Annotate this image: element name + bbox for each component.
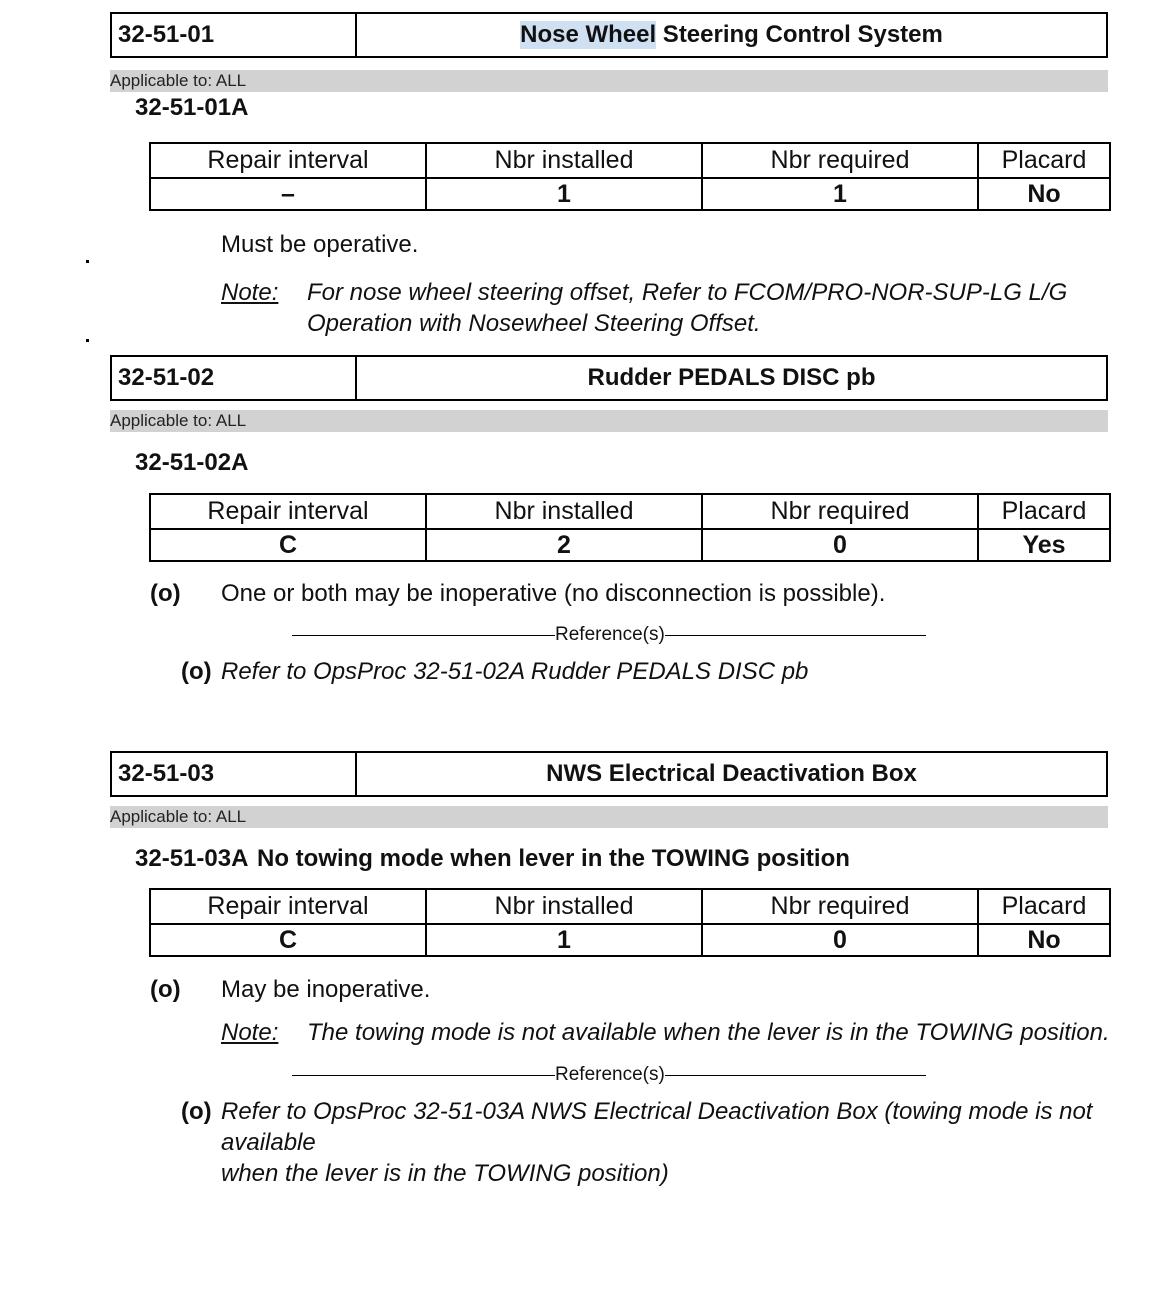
applicability-bar: Applicable to: ALL (110, 70, 1108, 92)
ref-flag: (o) (181, 1098, 212, 1125)
col-header-placard: Placard (978, 143, 1110, 178)
cell-placard: Yes (978, 529, 1110, 561)
col-header-repair-interval: Repair interval (150, 494, 426, 529)
item-number: 32-51-03 (112, 753, 357, 795)
references-divider (292, 624, 926, 644)
sub-item-id: 32-51-03A (135, 845, 249, 872)
ops-flag: (o) (150, 580, 181, 607)
note-text (307, 277, 1067, 339)
note-label: Note: (221, 1019, 279, 1046)
rule-right (662, 635, 926, 636)
cell-nbr-required: 0 (702, 529, 978, 561)
cell-placard: No (978, 924, 1110, 956)
col-header-nbr-installed: Nbr installed (426, 494, 702, 529)
col-header-nbr-required: Nbr required (702, 889, 978, 924)
col-header-placard: Placard (978, 889, 1110, 924)
mel-table (149, 142, 1111, 211)
note-text: The towing mode is not available when the lever is in the TOWING position. (307, 1019, 1110, 1046)
cell-nbr-installed: 2 (426, 529, 702, 561)
remark-text: One or both may be inoperative (no disconnection is possible). (221, 580, 886, 607)
item-title-rest: Steering Control System (656, 21, 943, 48)
reference-link[interactable]: Refer to OpsProc 32-51-02A Rudder PEDALS DISC pb (221, 658, 809, 685)
mel-table (149, 493, 1111, 562)
ops-flag: (o) (150, 976, 181, 1003)
col-header-repair-interval: Repair interval (150, 143, 426, 178)
applicability-bar: Applicable to: ALL (110, 806, 1108, 828)
col-header-nbr-installed: Nbr installed (426, 143, 702, 178)
item-header-32-51-03 (110, 751, 1108, 797)
reference-link[interactable] (221, 1096, 1121, 1189)
mel-table (149, 888, 1111, 957)
rule-left (292, 1075, 555, 1076)
reference-line-2: when the lever is in the TOWING position) (221, 1160, 669, 1187)
cell-nbr-installed: 1 (426, 924, 702, 956)
remark-text: Must be operative. (221, 231, 419, 258)
cell-placard: No (978, 178, 1110, 210)
sub-item-title: No towing mode when lever in the TOWING position (257, 845, 850, 872)
item-header-32-51-01 (110, 12, 1108, 58)
item-title: NWS Electrical Deactivation Box (546, 760, 917, 787)
col-header-nbr-required: Nbr required (702, 143, 978, 178)
remark-text: May be inoperative. (221, 976, 431, 1003)
col-header-nbr-required: Nbr required (702, 494, 978, 529)
references-label: Reference(s) (555, 624, 665, 645)
note-line-2: Operation with Nosewheel Steering Offset. (307, 310, 761, 337)
ref-flag: (o) (181, 658, 212, 685)
reference-line-1: Refer to OpsProc 32-51-03A NWS Electrical Deactivation Box (towing mode is not available (221, 1098, 1093, 1156)
col-header-placard: Placard (978, 494, 1110, 529)
item-title (357, 14, 1106, 56)
note-label: Note: (221, 279, 279, 306)
selected-text-highlight[interactable]: Nose Wheel (520, 21, 657, 48)
cell-nbr-required: 0 (702, 924, 978, 956)
col-header-repair-interval: Repair interval (150, 889, 426, 924)
applicability-bar: Applicable to: ALL (110, 410, 1108, 432)
margin-mark (86, 339, 89, 342)
note-line-1: For nose wheel steering offset, Refer to FCOM/PRO-NOR-SUP-LG L/G (307, 279, 1068, 306)
cell-nbr-required: 1 (702, 178, 978, 210)
cell-repair-interval: C (150, 924, 426, 956)
item-number: 32-51-02 (112, 357, 357, 399)
margin-mark (86, 260, 89, 263)
references-divider (292, 1064, 926, 1084)
references-label: Reference(s) (555, 1064, 665, 1085)
cell-repair-interval: C (150, 529, 426, 561)
item-number: 32-51-01 (112, 14, 357, 56)
col-header-nbr-installed: Nbr installed (426, 889, 702, 924)
cell-nbr-installed: 1 (426, 178, 702, 210)
rule-left (292, 635, 555, 636)
cell-repair-interval: – (150, 178, 426, 210)
item-header-32-51-02 (110, 355, 1108, 401)
item-title: Rudder PEDALS DISC pb (587, 364, 876, 391)
rule-right (662, 1075, 926, 1076)
sub-item-id: 32-51-01A (135, 94, 249, 121)
sub-item-id: 32-51-02A (135, 449, 249, 476)
